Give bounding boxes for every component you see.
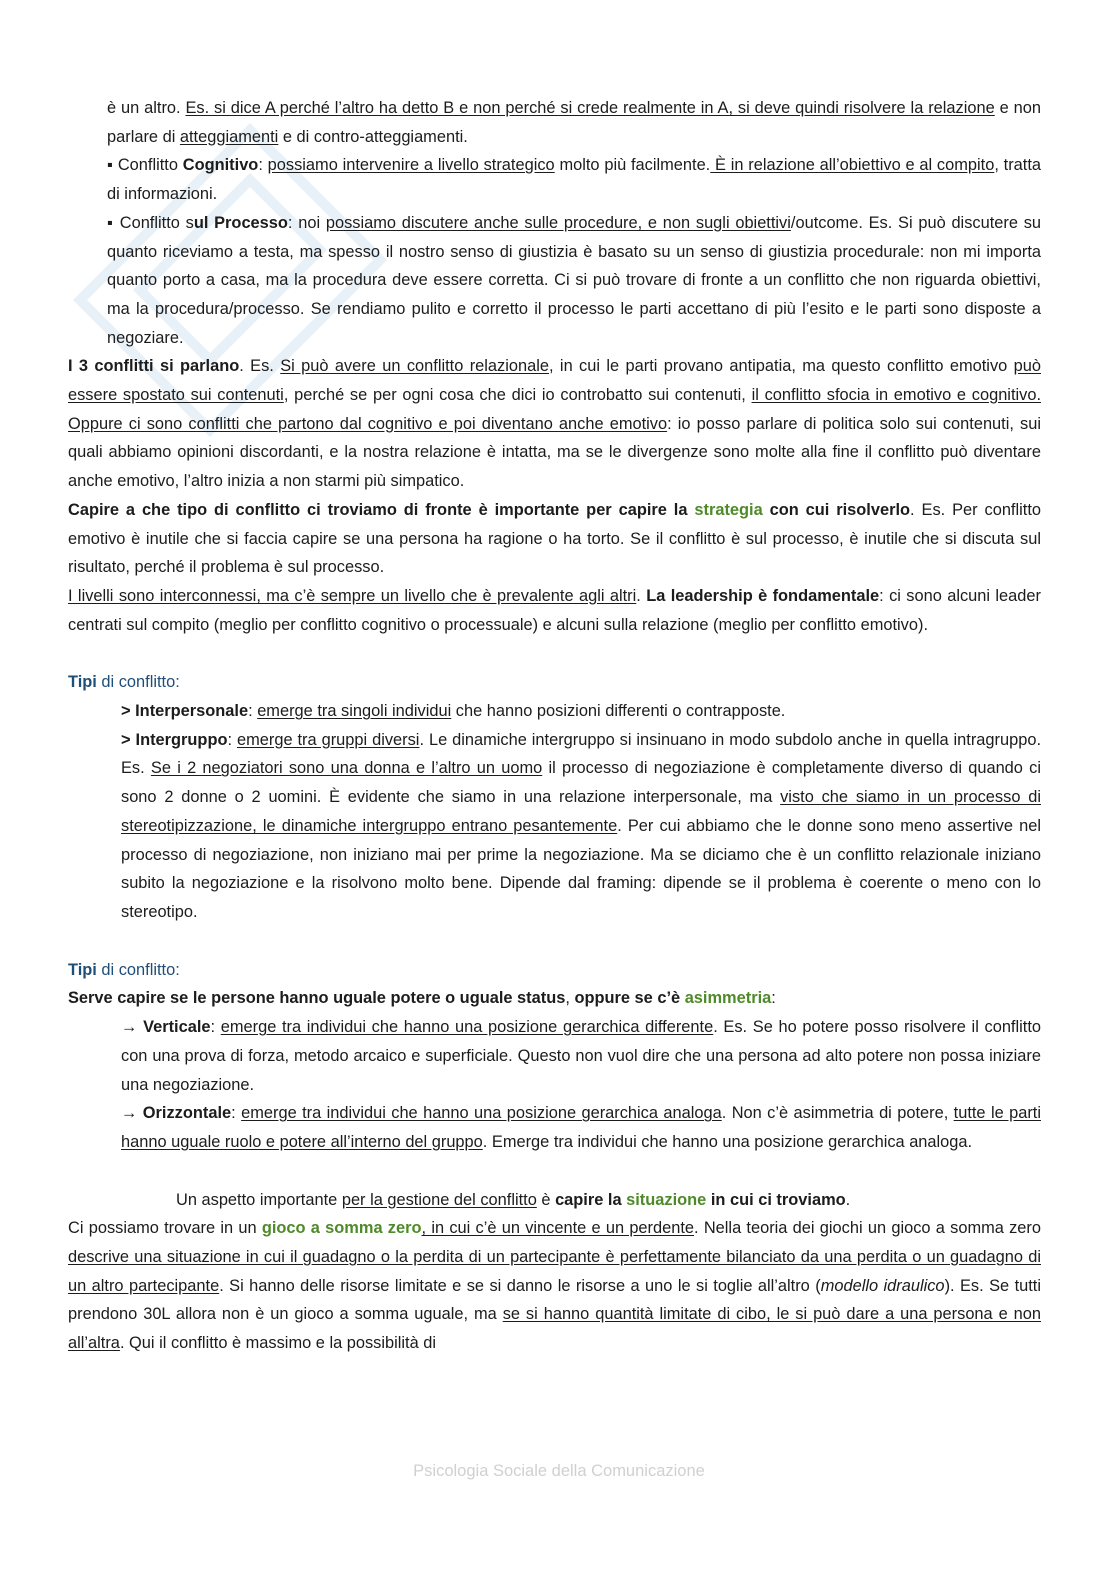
text-run: : (258, 156, 268, 175)
text-run: . Es. Se ho potere posso risolvere il conflitto con una prova di forza, metodo arcaico e superficiale. Questo non vuol dire che una persona ad alto potere non possa iniziare una negoziazione. (121, 1018, 1041, 1094)
para-interpersonal (121, 697, 1041, 726)
text-run: se si hanno quantità limitate di cibo, le si può dare a una persona e non all’altra (68, 1305, 1042, 1353)
text-run: emerge tra individui che hanno una posizione gerarchica differente (220, 1018, 714, 1037)
text-run: : (248, 702, 258, 721)
text-run: > Interpersonale (121, 702, 249, 721)
text-run: situazione (626, 1190, 707, 1209)
text-run: emerge tra gruppi diversi (236, 730, 420, 749)
text-run: emerge tra individui che hanno una posizione gerarchica analoga (241, 1104, 722, 1123)
text-run: il conflitto sfocia in emotivo e cognitivo. (751, 386, 1042, 405)
text-run: con cui risolverlo (762, 500, 911, 519)
para-intergroup (121, 726, 1041, 927)
text-run: , tratta di informazioni. (107, 156, 1042, 204)
page-footer: Psicologia Sociale della Comunicazione (413, 1462, 705, 1480)
text-run: , in cui c’è un vincente e un perdente (421, 1219, 695, 1238)
text-run: e non parlare di (107, 99, 1041, 146)
text-run: ). Es. Se tutti prendono 30L allora non è un gioco a somma uguale, ma (68, 1276, 1041, 1324)
text-run: e di contro-atteggiamenti. (278, 127, 468, 146)
text-run: in cui ci troviamo (706, 1190, 846, 1209)
text-run: I livelli sono interconnessi, ma c’è sempre un livello che è prevalente agli altri (68, 586, 637, 605)
text-run: asimmetria (684, 989, 772, 1008)
text-run: oppure se c’è (574, 989, 685, 1008)
text-run: Es. si dice A perché l’altro ha detto B e non perché si crede realmente in A, si deve quindi risolvere la relazione (185, 99, 995, 117)
text-run: descrive una situazione in cui il guadagno o la perdita di un partecipante è perfettamente bilanciato da una perdita o un guadagno di un altro partecipante (68, 1248, 1041, 1295)
text-run: Tipi (68, 673, 97, 692)
text-run: , in cui le parti provano antipatia, ma questo conflitto emotivo (549, 357, 1014, 376)
para-strategy (68, 496, 1041, 582)
text-run: . (636, 586, 647, 605)
gap-3 (68, 1157, 1041, 1186)
text-run: Se i 2 negoziatori sono una donna e l’altro un uomo (150, 759, 543, 778)
text-run: > Intergruppo (121, 730, 228, 749)
text-run: ▪ Conflitto (107, 156, 183, 175)
heading-types-2 (68, 956, 1041, 985)
text-run: Orizzontale (142, 1104, 232, 1123)
text-run: è un altro. (107, 99, 186, 117)
text-run: . Si hanno delle risorse limitate e se si danno le risorse a uno le si toglie all’altro ( (219, 1276, 821, 1295)
text-run: → (121, 1104, 143, 1123)
text-run: . (845, 1190, 851, 1209)
document-body (68, 94, 1041, 1358)
text-run: . Non c’è asimmetria di potere, (721, 1104, 954, 1123)
text-run: . Es. (239, 357, 281, 376)
text-run: : io posso parlare di politica solo sui contenuti, sui quali abbiamo opinioni discordanti, e la nostra relazione è intatta, ma se le divergenze sono molte alla fine il conflitto può diventare anche emotivo, l’altro inizia a non starmi più simpatico. (68, 414, 1041, 491)
text-run: : (771, 989, 776, 1008)
para-status (68, 984, 1041, 1013)
text-run: → (121, 1018, 144, 1037)
heading-types-1 (68, 668, 1041, 697)
para-vertical (121, 1013, 1041, 1099)
text-run: Si può avere un conflitto relazionale (280, 357, 549, 376)
text-run: Tipi (68, 960, 97, 979)
para-cognitive-conflict (107, 151, 1041, 208)
text-run: strategia (694, 500, 763, 519)
text-run: : (231, 1104, 242, 1123)
text-run: di conflitto: (96, 673, 180, 692)
text-run: Verticale (143, 1018, 211, 1037)
text-run: ▪ Conflitto s (107, 213, 194, 232)
gap-1 (68, 639, 1041, 668)
text-run: gioco a somma zero (261, 1219, 422, 1238)
text-run: . Es. Per conflitto emotivo è inutile che si faccia capire se una persona ha ragione o ha torto. Se il conflitto è sul processo, è inutile che si discuta sul risultato, perché il problema è sul processo. (68, 500, 1041, 577)
para-process-conflict (107, 209, 1041, 353)
para-horizontal (121, 1099, 1041, 1156)
text-run: . Nella teoria dei giochi un gioco a somma zero (694, 1219, 1041, 1238)
text-run: per la gestione del conflitto (341, 1190, 537, 1209)
text-run: , perché se per ogni cosa che dici io controbatto sui contenuti, (283, 386, 752, 405)
text-run: La leadership è fondamentale (646, 586, 880, 605)
gap-2 (68, 927, 1041, 956)
text-run: di conflitto: (96, 960, 180, 979)
text-run: . Le dinamiche intergruppo si insinuano in modo subdolo anche in quella intragruppo. Es. (121, 730, 1042, 778)
text-run: possiamo intervenire a livello strategico (267, 156, 555, 175)
text-run: Oppure ci sono conflitti che partono dal cognitivo e poi diventano anche emotivo (68, 414, 668, 433)
text-run: può essere spostato sui contenuti (68, 357, 1041, 405)
text-run: modello idraulico (820, 1276, 945, 1295)
text-run: che hanno posizioni differenti o contrapposte. (451, 702, 786, 721)
text-run: possiamo discutere anche sulle procedure, e non sugli obiettivi (325, 213, 791, 232)
text-run: : ci sono alcuni leader centrati sul compito (meglio per conflitto cognitivo o processuale) e alcuni sulla relazione (meglio per conflitto emotivo). (68, 586, 1041, 634)
text-run: è (536, 1190, 556, 1209)
text-run: ul Processo (193, 213, 288, 232)
text-run: molto più facilmente. (554, 156, 711, 175)
text-run: visto che siamo in un processo di stereotipizzazione, le dinamiche intergruppo entrano pesantemente (121, 788, 1041, 835)
text-run: Cognitivo (182, 156, 259, 175)
text-run: atteggiamenti (179, 127, 279, 146)
text-run: Ci possiamo trovare in un (68, 1219, 262, 1238)
text-run: . Qui il conflitto è massimo e la possibilità di (119, 1334, 437, 1353)
text-run: Serve capire se le persone hanno uguale potere o uguale status (68, 989, 566, 1008)
para-zero-sum (68, 1214, 1041, 1358)
text-run: Un aspetto importante (176, 1190, 342, 1209)
para-situation (68, 1186, 1041, 1215)
text-run: : (210, 1018, 221, 1037)
text-run: emerge tra singoli individui (257, 702, 452, 721)
text-run: il processo di negoziazione è completamente diverso di quando ci sono 2 donne o 2 uomini. È evidente che siamo in una relazione interpersonale, ma (121, 759, 1041, 807)
text-run: /outcome. Es. Si può discutere su quanto riceviamo a testa, ma spesso il nostro senso di giustizia è basato su un senso di giustizia procedurale: non mi importa quanto porto a casa, ma la procedura deve essere corretta. Ci si può trovare di fronte a un conflitto che non riguarda obiettivi, ma la procedura/processo. Se rendiamo pulito e corretto il processo le parti accettano di più l’esito e le parti sono disposte a negoziare. (107, 213, 1042, 347)
text-run: I 3 conflitti si parlano (68, 357, 240, 376)
text-run: tutte le parti hanno uguale ruolo e potere all’interno del gruppo (121, 1104, 1041, 1151)
text-run: Capire a che tipo di conflitto ci troviamo di fronte è importante per capire la (68, 500, 695, 519)
text-run: capire la (555, 1190, 627, 1209)
text-run: . Emerge tra individui che hanno una posizione gerarchica analoga. (482, 1132, 973, 1151)
para-three-conflicts (68, 352, 1041, 496)
text-run: . Per cui abbiamo che le donne sono meno assertive nel processo di negoziazione, non iniziano mai per prime la negoziazione. Ma se diciamo che è un conflitto relazionale iniziano subito la negoziazione e la risolvono molto bene. Dipende dal framing: dipende se il problema è coerente o meno con lo stereotipo. (121, 816, 1041, 921)
text-run: : (227, 730, 237, 749)
text-run: È in relazione all’obiettivo e al compito (710, 156, 995, 175)
text-run: : noi (287, 213, 326, 232)
para-relational-cont (107, 94, 1041, 151)
para-levels (68, 582, 1041, 639)
text-run: , (565, 989, 575, 1008)
